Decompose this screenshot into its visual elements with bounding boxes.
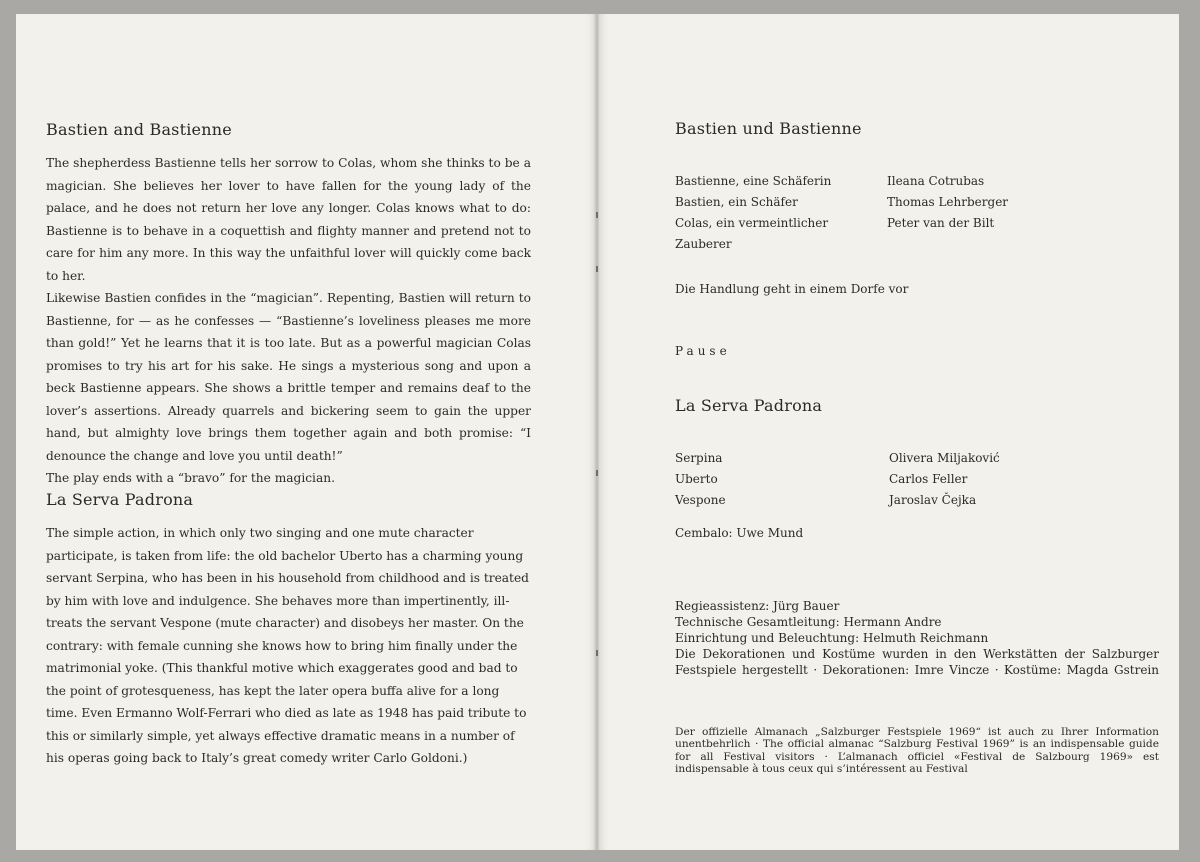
cast-singer: Thomas Lehrberger [887,195,1009,209]
pause-label: Pause [675,344,731,358]
cast-row [675,171,1008,192]
cast-role: Uberto [675,472,718,486]
cast-role: Serpina [675,451,723,465]
bastien-title-de: Bastien und Bastienne [675,119,862,138]
cast-role: Colas, ein vermeintlicher Zauberer [675,216,829,251]
serva-title-de: La Serva Padrona [675,396,823,415]
staple [596,650,598,656]
serva-cast-list [675,448,1000,511]
credit-dekor-line-2: Festspiele hergestellt · Dekorationen: Imre Vincze · Kostüme: Magda Gstrein [675,663,1159,677]
serva-synopsis [46,522,531,770]
cast-row [675,469,1000,490]
setting-note: Die Handlung geht in einem Dorfe vor [675,282,909,296]
left-page [16,14,595,850]
almanach-note: Der offizielle Almanach „Salzburger Festspiele 1969“ ist auch zu Ihrer Information unentbehrlich · The official almanac “Salzburg Festival 1969” is an indispensable guide for all Festival visitors · L’almanach officiel «Festival de Salzbourg 1969» est indispensable à tous ceux qui s’intéressent au Festival [675,726,1159,776]
cast-role: Bastienne, eine Schäferin [675,174,832,188]
cast-singer: Carlos Feller [889,472,968,486]
right-page [599,14,1179,850]
cembalo-credit: Cembalo: Uwe Mund [675,526,804,540]
staple [596,212,598,218]
staple [596,266,598,272]
credit-technik: Technische Gesamtleitung: Hermann Andre [675,615,942,629]
cast-singer: Peter van der Bilt [887,216,995,230]
credit-regie: Regieassistenz: Jürg Bauer [675,599,840,613]
cast-role: Bastien, ein Schäfer [675,195,798,209]
serva-paragraph: The simple action, in which only two singing and one mute character participate, is taken from life: the old bachelor Uberto has a charming young servant Serpina, who has been in his household from childhood and is treated by him with love and indulgence. She behaves more than impertinently, ill-treats the servant Vespone (mute character) and disobeys her master. On the contrary: with female cunning she knows how to bring him finally under the matrimonial yoke. (This thankful motive which exaggerates good and bad to the point of grotesqueness, has kept the later opera buffa alive for a long time. Even Ermanno Wolf-Ferrari who died as late as 1948 has paid tribute to this or similarly simple, yet always effective dramatic means in a number of his operas going back to Italy’s great comedy writer Carlo Goldoni.) [46,526,529,765]
cast-row [675,192,1008,213]
cast-row [675,448,1000,469]
cast-singer: Jaroslav Čejka [889,493,977,507]
credit-licht: Einrichtung und Beleuchtung: Helmuth Reichmann [675,631,989,645]
bastien-paragraph-3: The play ends with a “bravo” for the magician. [46,471,335,485]
cast-singer: Ileana Cotrubas [887,174,985,188]
bastien-cast-list [675,171,1008,255]
staple [596,470,598,476]
serva-title-en: La Serva Padrona [46,490,194,509]
bastien-synopsis [46,152,531,490]
bastien-paragraph-2: Likewise Bastien confides in the “magician”. Repenting, Bastien will return to Bastienne, for — as he confesses — “Bastienne’s loveliness pleases me more than gold!” Yet he learns that it is too late. But as a powerful magician Colas promises to try his art for his sake. He sings a mysterious song and upon a beck Bastienne appears. She shows a brittle temper and remains deaf to the lover’s assertions. Already quarrels and bickering seem to gain the upper hand, but almighty love brings them together again and both promise: “I denounce the change and love you until death!” [46,291,531,463]
bastien-title-en: Bastien and Bastienne [46,120,232,139]
cast-role: Vespone [675,493,726,507]
credit-dekor-line-1: Die Dekorationen und Kostüme wurden in den Werkstätten der Salzburger [675,647,1159,661]
cast-singer: Olivera Miljaković [889,451,1000,465]
cast-row [675,213,1008,255]
production-credits [675,598,1159,678]
cast-row [675,490,1000,511]
bastien-paragraph-1: The shepherdess Bastienne tells her sorrow to Colas, whom she thinks to be a magician. She believes her lover to have fallen for the young lady of the palace, and he does not return her love any longer. Colas knows what to do: Bastienne is to behave in a coquettish and flighty manner and pretend not to care for him any more. In this way the unfaithful lover will quickly come back to her. [46,156,531,283]
